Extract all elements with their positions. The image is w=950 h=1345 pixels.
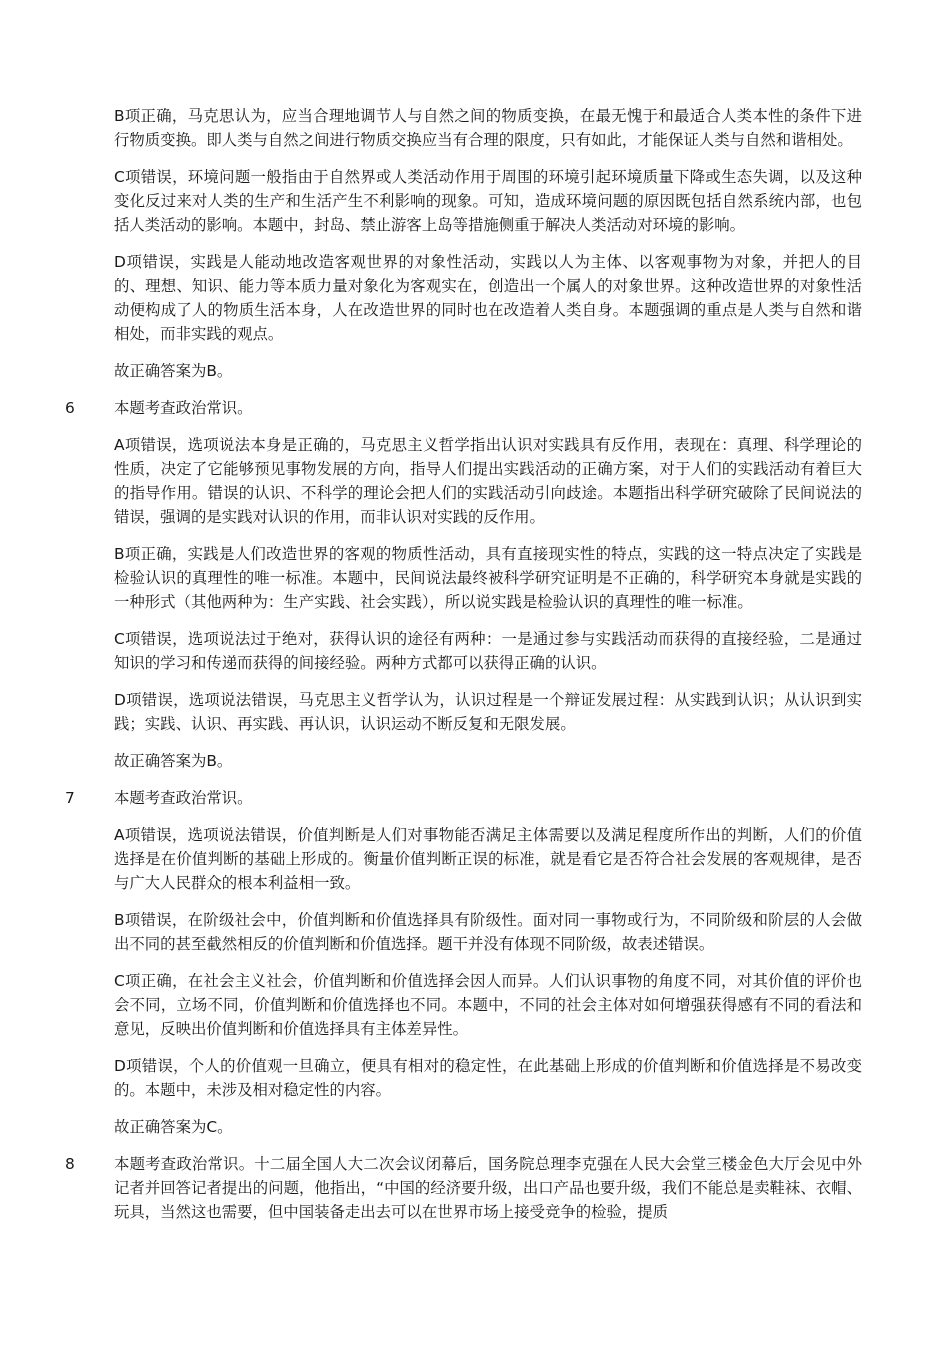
explanation-paragraph: D项错误，选项说法错误，马克思主义哲学认为，认识过程是一个辩证发展过程：从实践到认识；从认识到实践；实践、认识、再实践、再认识，认识运动不断反复和无限发展。 xyxy=(114,691,862,733)
question-item xyxy=(65,1152,862,1224)
explanation-paragraph: A项错误，选项说法错误，价值判断是人们对事物能否满足主体需要以及满足程度所作出的判断，人们的价值选择是在价值判断的基础上形成的。衡量价值判断正误的标准，就是看它是否符合社会发展的客观规律，是否与广大人民群众的根本利益相一致。 xyxy=(114,826,862,892)
explanation-paragraph: B项正确，实践是人们改造世界的客观的物质性活动，具有直接现实性的特点，实践的这一特点决定了实践是检验认识的真理性的唯一标准。本题中，民间说法最终被科学研究证明是不正确的，科学研究本身就是实践的一种形式（其他两种为：生产实践、社会实践），所以说实践是检验认识的真理性的唯一标准。 xyxy=(114,545,862,611)
question-item xyxy=(65,786,862,810)
explanation-paragraph: A项错误，选项说法本身是正确的，马克思主义哲学指出认识对实践具有反作用，表现在：真理、科学理论的性质，决定了它能够预见事物发展的方向，指导人们提出实践活动的正确方案，对于人们的实践活动有着巨大的指导作用。错误的认识、不科学的理论会把人们的实践活动引向歧途。本题指出科学研究破除了民间说法的错误，强调的是实践对认识的作用，而非认识对实践的反作用。 xyxy=(114,436,862,526)
explanation-paragraph: 故正确答案为C。 xyxy=(114,1118,233,1136)
question-stem: 本题考查政治常识。 xyxy=(114,399,253,417)
explanation-paragraph: 故正确答案为B。 xyxy=(114,752,233,770)
question-number: 6 xyxy=(65,399,75,417)
explanation-paragraph: 故正确答案为B。 xyxy=(114,362,233,380)
explanation-paragraph: C项错误，环境问题一般指由于自然界或人类活动作用于周围的环境引起环境质量下降或生态失调，以及这种变化反过来对人类的生产和生活产生不利影响的现象。可知，造成环境问题的原因既包括自然系统内部，也包括人类活动的影响。本题中，封岛、禁止游客上岛等措施侧重于解决人类活动对环境的影响。 xyxy=(114,168,862,234)
question-item xyxy=(65,396,862,420)
explanation-paragraph: B项错误，在阶级社会中，价值判断和价值选择具有阶级性。面对同一事物或行为，不同阶级和阶层的人会做出不同的甚至截然相反的价值判断和价值选择。题干并没有体现不同阶级，故表述错误。 xyxy=(114,911,862,953)
question-stem: 本题考查政治常识。十二届全国人大二次会议闭幕后，国务院总理李克强在人民大会堂三楼金色大厅会见中外记者并回答记者提出的问题，他指出，“中国的经济要升级，出口产品也要升级，我们不能总是卖鞋袜、衣帽、玩具，当然这也需要，但中国装备走出去可以在世界市场上接受竞争的检验，提质 xyxy=(114,1155,862,1221)
document-content xyxy=(0,104,950,1237)
question-number: 7 xyxy=(65,789,75,807)
explanation-paragraph: B项正确，马克思认为，应当合理地调节人与自然之间的物质变换，在最无愧于和最适合人类本性的条件下进行物质变换。即人类与自然之间进行物质交换应当有合理的限度，只有如此，才能保证人类与自然和谐相处。 xyxy=(114,107,862,149)
explanation-paragraph: C项错误，选项说法过于绝对，获得认识的途径有两种：一是通过参与实践活动而获得的直接经验，二是通过知识的学习和传递而获得的间接经验。两种方式都可以获得正确的认识。 xyxy=(114,630,862,672)
explanation-paragraph: D项错误，实践是人能动地改造客观世界的对象性活动，实践以人为主体、以客观事物为对象，并把人的目的、理想、知识、能力等本质力量对象化为客观实在，创造出一个属人的对象世界。这种改造世界的对象性活动便构成了人的物质生活本身，人在改造世界的同时也在改造着人类自身。本题强调的重点是人类与自然和谐相处，而非实践的观点。 xyxy=(114,253,862,343)
explanation-paragraph: C项正确，在社会主义社会，价值判断和价值选择会因人而异。人们认识事物的角度不同，对其价值的评价也会不同，立场不同，价值判断和价值选择也不同。本题中，不同的社会主体对如何增强获得感有不同的看法和意见，反映出价值判断和价值选择具有主体差异性。 xyxy=(114,972,862,1038)
question-number: 8 xyxy=(65,1155,75,1173)
question-stem: 本题考查政治常识。 xyxy=(114,789,253,807)
explanation-paragraph: D项错误，个人的价值观一旦确立，便具有相对的稳定性，在此基础上形成的价值判断和价值选择是不易改变的。本题中，未涉及相对稳定性的内容。 xyxy=(114,1057,862,1099)
